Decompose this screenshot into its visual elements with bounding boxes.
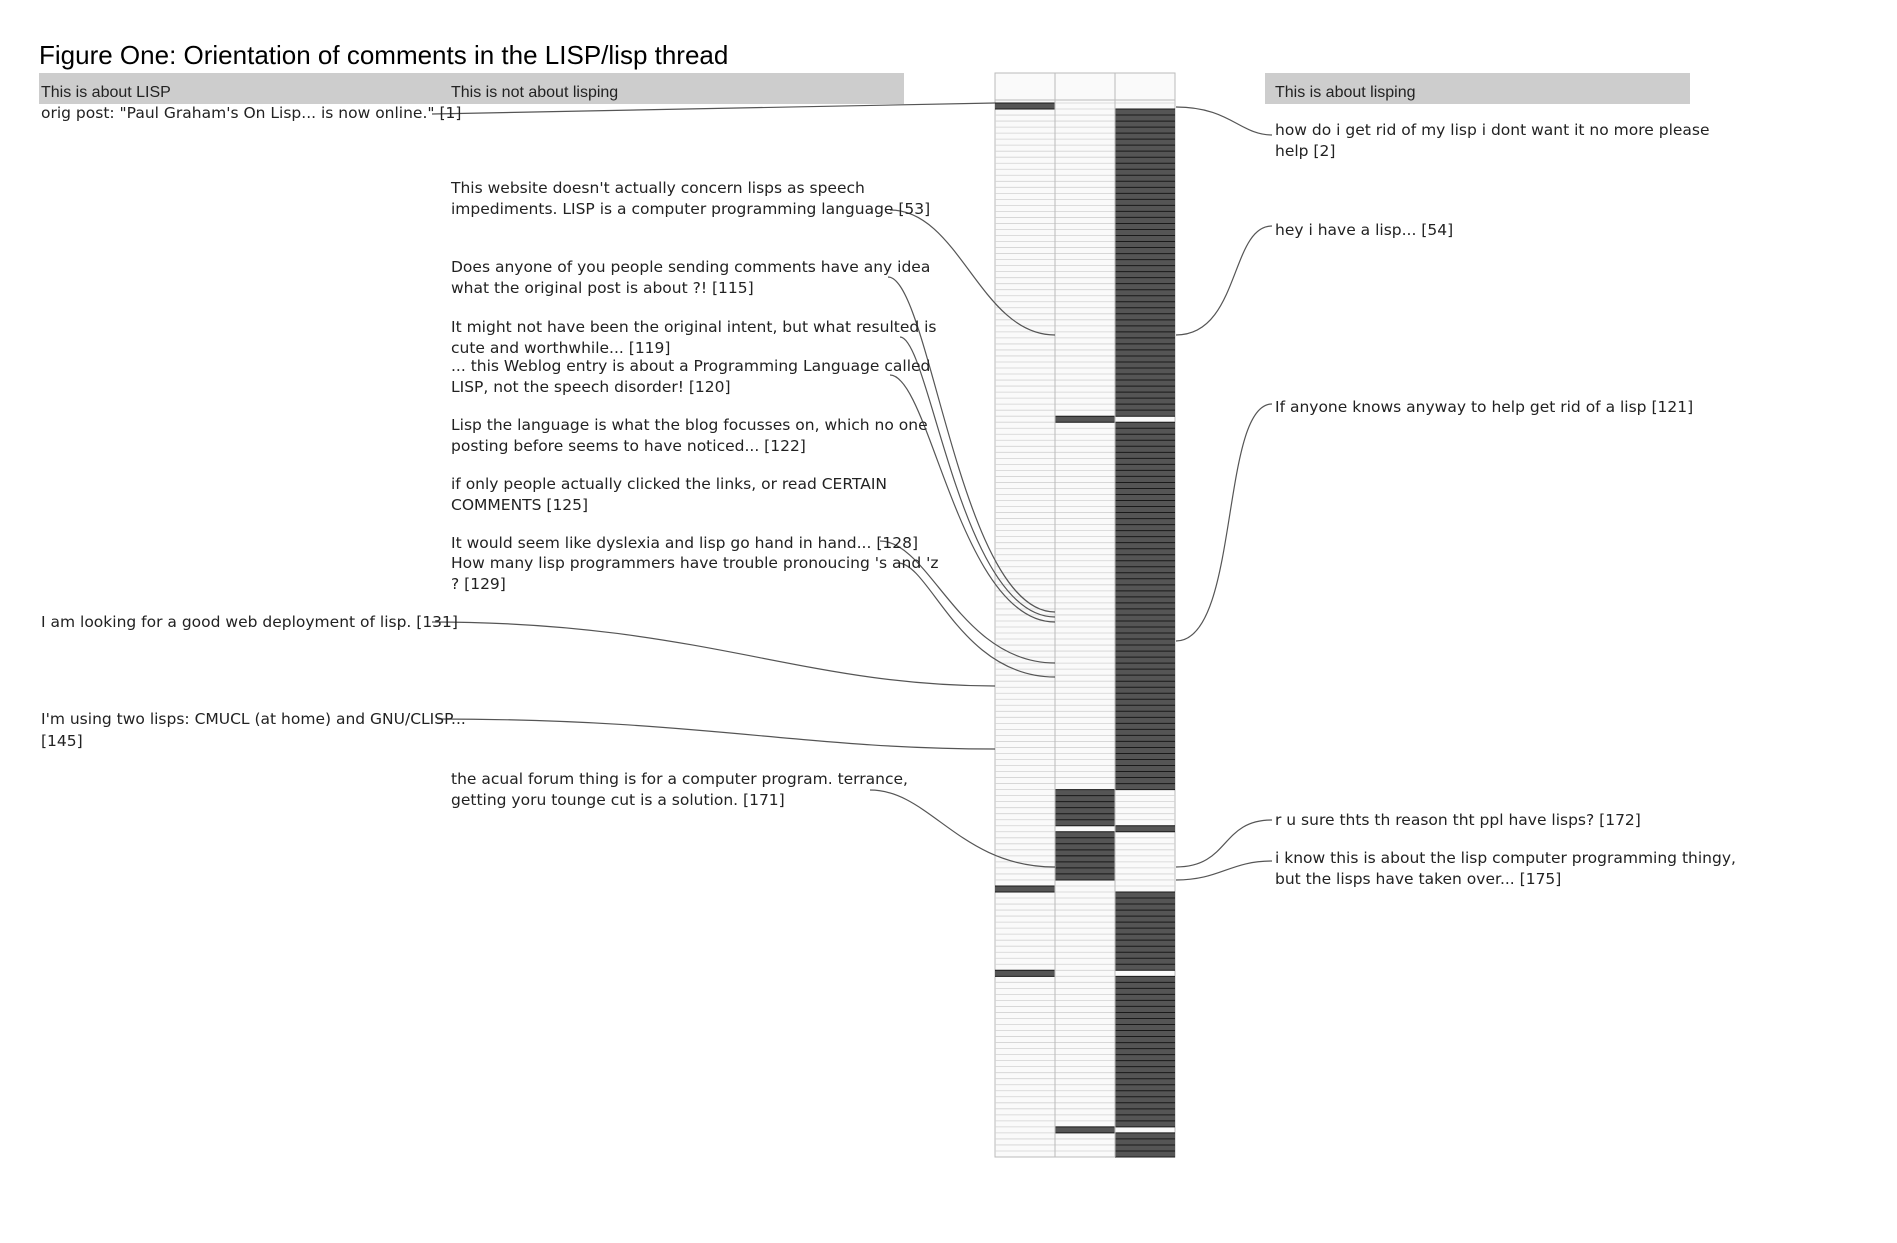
comment-122-line2: posting before seems to have noticed... [122] [451, 437, 806, 455]
figure-title: Figure One: Orientation of comments in the LISP/lisp thread [39, 40, 729, 70]
connector-c54 [1176, 226, 1272, 335]
header-about-lisp: This is about LISP [41, 84, 171, 101]
comment-171-line2: getting yoru tounge cut is a solution. [171] [451, 791, 785, 809]
comment-119-line1: It might not have been the original intent, but what resulted is [451, 318, 937, 336]
connector-c131 [432, 622, 995, 686]
comment-115-line2: what the original post is about ?! [115] [451, 279, 754, 297]
comment-53-line2: impediments. LISP is a computer programming language [53] [451, 200, 931, 218]
comment-172: r u sure thts th reason tht ppl have lisps? [172] [1275, 811, 1641, 829]
comment-131: I am looking for a good web deployment of lisp. [131] [41, 613, 458, 631]
connector-c175 [1176, 861, 1272, 880]
header-not-lisping: This is not about lisping [451, 84, 619, 101]
comment-125-line2: COMMENTS [125] [451, 496, 589, 514]
connector-c1 [432, 103, 995, 114]
connector-c121 [1176, 404, 1272, 641]
comment-121: If anyone knows anyway to help get rid of a lisp [121] [1275, 398, 1694, 416]
comment-115-line1: Does anyone of you people sending comments have any idea [451, 258, 931, 276]
connector-c171 [870, 790, 1055, 867]
comment-175-line1: i know this is about the lisp computer programming thingy, [1275, 849, 1736, 867]
connector-c120 [890, 375, 1055, 622]
comment-122-line1: Lisp the language is what the blog focusses on, which no one [451, 416, 928, 434]
connector-c172 [1176, 820, 1272, 867]
comment-145-line2: [145] [41, 732, 83, 750]
comment-128: It would seem like dyslexia and lisp go hand in hand... [128] [451, 534, 918, 552]
comment-125-line1: if only people actually clicked the links, or read CERTAIN [451, 475, 887, 493]
comment-145-line1: I'm using two lisps: CMUCL (at home) and GNU/CLISP... [41, 710, 466, 728]
comment-171-line1: the acual forum thing is for a computer program. terrance, [451, 770, 908, 788]
comment-2-line1: how do i get rid of my lisp i dont want it no more please [1275, 121, 1710, 139]
comment-129-line2: ? [129] [451, 575, 506, 593]
comment-120-line1: ... this Weblog entry is about a Programming Language called [451, 357, 931, 375]
comment-54: hey i have a lisp... [54] [1275, 221, 1454, 239]
comment-2-line2: help [2] [1275, 142, 1336, 160]
header-about-lisping: This is about lisping [1275, 84, 1416, 101]
comment-175-line2: but the lisps have taken over... [175] [1275, 870, 1562, 888]
comment-53-line1: This website doesn't actually concern lisps as speech [451, 179, 865, 197]
connector-c119 [900, 337, 1055, 617]
connector-c2 [1176, 107, 1272, 135]
connector-c145 [437, 719, 995, 749]
comment-120-line2: LISP, not the speech disorder! [120] [451, 378, 731, 396]
comment-119-line2: cute and worthwhile... [119] [451, 339, 671, 357]
comment-1: orig post: "Paul Graham's On Lisp... is now online." [1] [41, 104, 462, 122]
comment-129-line1: How many lisp programmers have trouble pronoucing 's and 'z [451, 554, 939, 572]
